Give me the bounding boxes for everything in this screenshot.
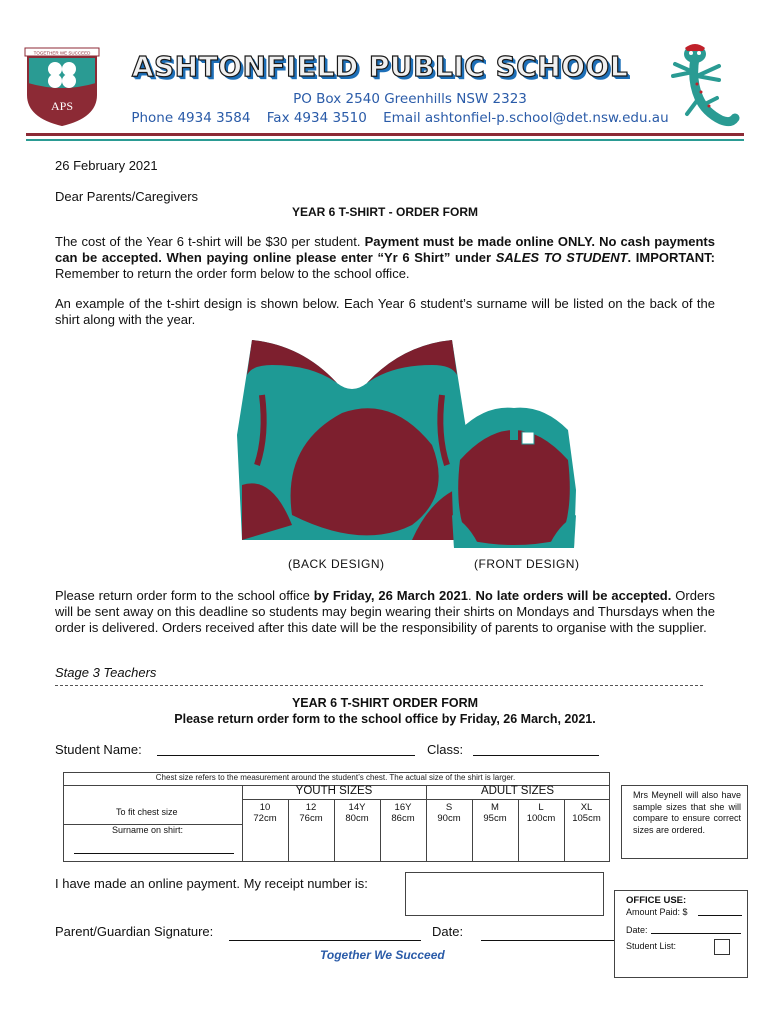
design-paragraph: An example of the t-shirt design is shown below. Each Year 6 student’s surname will be listed on the back of the shirt along with the year. xyxy=(55,296,715,327)
back-design-caption: (BACK DESIGN) xyxy=(288,557,385,571)
sales-to-student-text: SALES TO STUDENT xyxy=(495,250,628,265)
office-amount-field[interactable] xyxy=(698,915,742,916)
size-option-16y[interactable]: 16Y 86cm xyxy=(391,802,415,824)
letter-title: YEAR 6 T-SHIRT - ORDER FORM xyxy=(291,205,478,219)
school-fax: Fax 4934 3510 xyxy=(266,110,367,126)
signature-field[interactable] xyxy=(229,940,421,941)
size-option-s[interactable]: S 90cm xyxy=(437,802,461,824)
cost-text: The cost of the Year 6 t-shirt will be $30 per student. xyxy=(55,234,365,249)
return-instruction: Please return order form to the school office xyxy=(55,588,314,603)
deadline-date: by Friday, 26 March 2021 xyxy=(313,588,468,603)
office-amount-label: Amount Paid: $ xyxy=(626,907,688,917)
payment-instructions: Payment must be made online ONLY. No cash payments can be accepted. When paying online please enter “Yr 6 Shirt” under xyxy=(55,234,715,265)
school-contact-line xyxy=(100,110,700,126)
office-date-field[interactable] xyxy=(651,933,741,934)
payment-label: I have made an online payment. My receipt number is: xyxy=(55,876,368,891)
office-use-title: OFFICE USE: xyxy=(626,895,687,906)
size-option-xl[interactable]: XL 105cm xyxy=(572,802,601,824)
letter-greeting: Dear Parents/Caregivers xyxy=(55,189,199,204)
delivery-text: Orders will be sent away on this deadline so students may begin wearing their shirts on Mondays and Thursdays when the order is delivered. Orders received after this date will be the responsibility of parents to organise with the supplier. xyxy=(55,588,716,635)
crest-initials: APS xyxy=(50,99,74,113)
adult-sizes-header: ADULT SIZES xyxy=(480,785,555,797)
school-email[interactable]: Email ashtonfiel-p.school@det.nsw.edu.au xyxy=(383,110,669,126)
gecko-mascot-image xyxy=(665,40,740,130)
class-label: Class: xyxy=(427,742,464,757)
form-subtitle: Please return order form to the school office by Friday, 26 March, 2021. xyxy=(174,712,596,726)
school-phone: Phone 4934 3584 xyxy=(131,110,251,126)
school-crest-logo xyxy=(24,47,100,127)
deadline-paragraph: Please return order form to the school office by Friday, 26 March 2021. No late orders will be accepted. Orders will be sent away on this deadline so students may begin wearing their shirts on Mondays and Thursdays when the order is delivered. Orders received after this date will be the responsibility of parents to organise with the supplier. xyxy=(55,588,716,635)
no-late-orders: No late orders will be accepted. xyxy=(475,588,672,603)
school-address: PO Box 2540 Greenhills NSW 2323 xyxy=(293,91,527,107)
office-date-label: Date: xyxy=(626,925,648,935)
back-design-shirt-image xyxy=(232,335,472,555)
school-name: ASHTONFIELD PUBLIC SCHOOL xyxy=(131,50,629,83)
youth-sizes-header: YOUTH SIZES xyxy=(295,785,373,797)
receipt-number-field[interactable] xyxy=(405,872,604,916)
form-date-label: Date: xyxy=(432,924,464,939)
size-option-10[interactable]: 10 72cm xyxy=(253,802,277,824)
student-list-checkbox[interactable] xyxy=(714,939,730,955)
form-date-field[interactable] xyxy=(481,940,614,941)
size-option-12[interactable]: 12 76cm xyxy=(299,802,323,824)
size-table xyxy=(63,772,610,862)
student-name-label: Student Name: xyxy=(55,742,142,757)
return-reminder-text: Remember to return the order form below to the school office. xyxy=(55,266,410,281)
letter-signoff: Stage 3 Teachers xyxy=(55,665,157,680)
sample-note-text: Mrs Meynell will also have sample sizes that she will compare to ensure correct sizes are ordered. xyxy=(633,790,741,835)
office-student-list-label: Student List: xyxy=(626,941,677,951)
important-label: . IMPORTANT: xyxy=(627,250,715,265)
surname-field[interactable] xyxy=(74,853,234,854)
size-option-14y[interactable]: 14Y 80cm xyxy=(345,802,369,824)
size-option-m[interactable]: M 95cm xyxy=(483,802,507,824)
chest-size-note: Chest size refers to the measurement around the student’s chest. The actual size of the shirt is larger. xyxy=(155,773,516,782)
letter-date: 26 February 2021 xyxy=(55,158,158,173)
size-option-l[interactable]: L 100cm xyxy=(526,802,556,824)
fit-chest-label: To fit chest size xyxy=(116,807,178,817)
header-rule-maroon xyxy=(26,133,744,136)
surname-label: Surname on shirt: xyxy=(112,825,184,835)
front-design-caption: (FRONT DESIGN) xyxy=(474,557,580,571)
cost-paragraph xyxy=(55,234,715,282)
signature-label: Parent/Guardian Signature: xyxy=(55,924,214,939)
cut-line xyxy=(55,685,703,686)
class-field[interactable] xyxy=(473,755,599,756)
form-title: YEAR 6 T-SHIRT ORDER FORM xyxy=(291,696,479,710)
header-rule-teal xyxy=(26,139,744,141)
front-design-shirt-image xyxy=(450,400,578,555)
student-name-field[interactable] xyxy=(157,755,415,756)
crest-banner-text: TOGETHER WE SUCCEED xyxy=(33,50,91,56)
school-motto: Together We Succeed xyxy=(320,948,445,962)
